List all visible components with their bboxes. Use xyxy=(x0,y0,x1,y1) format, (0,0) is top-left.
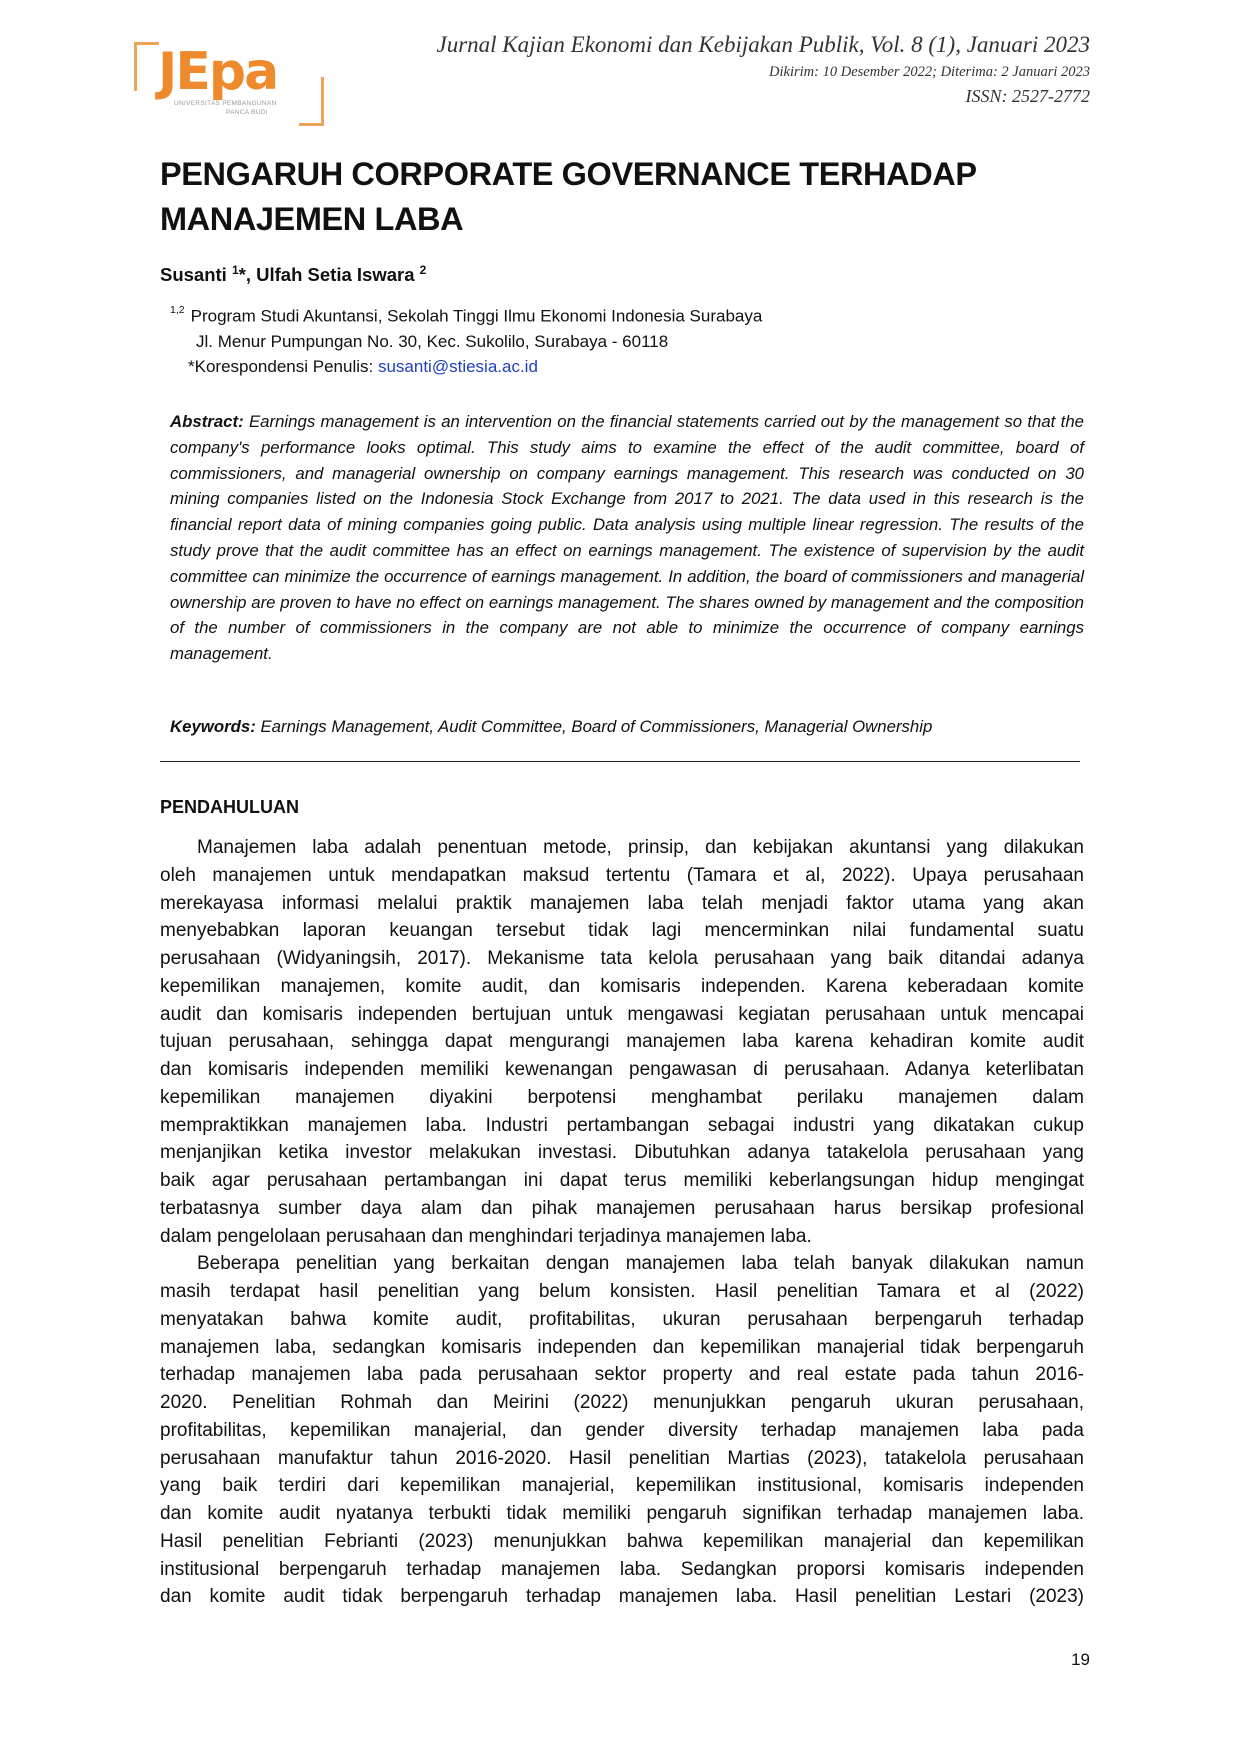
body-line: menyatakan bahwa komite audit, profitabilitas, ukuran perusahaan berpengaruh terhadap xyxy=(160,1308,1084,1330)
body-line: menjanjikan ketika investor melakukan investasi. Dibutuhkan adanya tatakelola perusahaan yang xyxy=(160,1142,1084,1164)
paper-title-line-2: MANAJEMEN LABA xyxy=(160,201,464,237)
body-line: profitabilitas, kepemilikan manajerial, dan gender diversity terhadap manajemen laba pada xyxy=(160,1419,1084,1441)
body-line: tujuan perusahaan, sehingga dapat mengurangi manajemen laba karena kehadiran komite audit xyxy=(160,1031,1084,1053)
body-line: masih terdapat hasil penelitian yang belum konsisten. Hasil penelitian Tamara et al (2022) xyxy=(160,1281,1084,1302)
keywords-label: Keywords xyxy=(170,717,251,736)
body-line: audit dan komisaris independen bertujuan untuk mengawasi kegiatan perusahaan untuk mencapai xyxy=(160,1003,1084,1025)
body-line: Hasil penelitian Febrianti (2023) menunjukkan bahwa kepemilikan manajerial dan kepemilikan xyxy=(160,1530,1084,1552)
body-line: dalam pengelolaan perusahaan dan menghindari terjadinya manajemen laba. xyxy=(160,1225,812,1247)
section-heading: PENDAHULUAN xyxy=(160,797,299,817)
logo-wordmark: JEpa xyxy=(158,42,278,102)
keywords: Keywords: Earnings Management, Audit Committee, Board of Commissioners, Managerial Ownership xyxy=(170,717,933,736)
author-2-affiliation-mark: 2 xyxy=(419,263,427,277)
logo-frame-top-left xyxy=(134,42,159,91)
body-line: terhadap manajemen laba pada perusahaan sektor property and real estate pada tahun 2016- xyxy=(160,1364,1084,1386)
page-number: 19 xyxy=(1071,1650,1090,1669)
logo-subtitle-2: PANCA BUDI xyxy=(226,109,268,116)
author-2: Ulfah Setia Iswara xyxy=(256,264,415,286)
author-1-affiliation-mark: 1 xyxy=(231,263,239,277)
body-line: yang baik terdiri dari kepemilikan manajerial, kepemilikan institusional, komisaris independen xyxy=(160,1475,1084,1497)
body-line: kepemilikan manajemen, komite audit, dan komisaris independen. Karena keberadaan komite xyxy=(160,975,1084,997)
body-line: terbatasnya sumber daya alam dan pihak manajemen perusahaan harus bersikap profesional xyxy=(160,1197,1084,1219)
abstract-text: Earnings management is an intervention on the financial statements carried out by the management so that the company's performance looks optimal. This study aims to examine the effect of the audit committee, board of commissioners, and managerial ownership on company earnings management. This research was conducted on 30 mining companies listed on the Indonesia Stock Exchange from 2017 to 2021. The data used in this research is the financial report data of mining companies going public. Data analysis using multiple linear regression. The results of the study prove that the audit committee has an effect on earnings management. The existence of supervision by the audit committee can minimize the occurrence of earnings management. In addition, the board of commissioners and managerial ownership are proven to have no effect on earnings management. The shares owned by management and the composition of the number of commissioners in the company are not able to minimize the occurrence of company earnings management. xyxy=(170,412,1084,664)
body-line: kepemilikan manajemen diyakini berpotensi menghambat perilaku manajemen dalam xyxy=(160,1086,1084,1108)
running-header-issn: ISSN: 2527-2772 xyxy=(965,86,1090,106)
body-line: manajemen laba, sedangkan komisaris independen dan kepemilikan manajerial tidak berpengaruh xyxy=(160,1336,1084,1358)
body-line: dan komite audit tidak berpengaruh terhadap manajemen laba. Hasil penelitian Lestari (2023) xyxy=(160,1586,1084,1608)
email-link[interactable]: susanti@stiesia.ac.id xyxy=(377,357,538,376)
body-text xyxy=(160,834,1084,1611)
corresponding-author xyxy=(188,357,538,377)
body-line: 2020. Penelitian Rohmah dan Meirini (2022) menunjukkan pengaruh ukuran perusahaan, xyxy=(160,1392,1084,1413)
affiliation-mark: 1,2 xyxy=(170,304,185,316)
body-line: institusional berpengaruh terhadap manajemen laba. Sedangkan proporsi komisaris independen xyxy=(160,1558,1084,1580)
body-line: menyebabkan laporan keuangan tersebut tidak lagi mencerminkan nilai fundamental suatu xyxy=(160,920,1084,942)
paper-title xyxy=(160,152,1100,242)
corresponding-label: *Korespondensi Penulis: xyxy=(188,357,378,376)
body-line: dan komite audit nyatanya terbukti tidak memiliki pengaruh signifikan terhadap manajemen laba. xyxy=(160,1503,1084,1524)
paper-title-line-1: PENGARUH CORPORATE GOVERNANCE TERHADAP xyxy=(160,156,977,192)
body-line: merekayasa informasi melalui praktik manajemen laba telah menjadi faktor utama yang akan xyxy=(160,892,1084,914)
logo-frame-bottom-right xyxy=(299,77,324,126)
affiliation-address: Jl. Menur Pumpungan No. 30, Kec. Sukolilo, Surabaya - 60118 xyxy=(196,332,669,351)
body-line: Beberapa penelitian yang berkaitan dengan manajemen laba telah banyak dilakukan namun xyxy=(197,1253,1084,1275)
body-line: mempraktikkan manajemen laba. Industri pertambangan sebagai industri yang dikatakan cukup xyxy=(160,1114,1084,1136)
author-1: Susanti xyxy=(160,264,227,286)
body-line: baik agar perusahaan pertambangan ini dapat terus memiliki keberlangsungan hidup mengingat xyxy=(160,1170,1084,1191)
logo-subtitle-1: UNIVERSITAS PEMBANGUNAN xyxy=(174,100,277,107)
journal-logo xyxy=(134,42,324,126)
running-header-journal: Jurnal Kajian Ekonomi dan Kebijakan Publik, Vol. 8 (1), Januari 2023 xyxy=(436,32,1090,57)
affiliation-institution: Program Studi Akuntansi, Sekolah Tinggi Ilmu Ekonomi Indonesia Surabaya xyxy=(190,306,763,326)
abstract-label: Abstract xyxy=(170,412,239,431)
body-line: oleh manajemen untuk mendapatkan maksud tertentu (Tamara et al, 2022). Upaya perusahaan xyxy=(160,864,1084,886)
abstract: Abstract: Earnings management is an intervention on the financial statements carried out by the management so that the company's performance looks optimal. This study aims to examine the effect of the audit committee, board of commissioners, and managerial ownership on company earnings management. This research was conducted on 30 mining companies listed on the Indonesia Stock Exchange from 2017 to 2021. The data used in this research is the financial report data of mining companies going public. Data analysis using multiple linear regression. The results of the study prove that the audit committee has an effect on earnings management. The existence of supervision by the audit committee can minimize the occurrence of earnings management. In addition, the board of commissioners and managerial ownership are proven to have no effect on earnings management. The shares owned by management and the composition of the number of commissioners in the company are not able to minimize the occurrence of company earnings management. xyxy=(170,412,1084,664)
body-line: perusahaan (Widyaningsih, 2017). Mekanisme tata kelola perusahaan yang baik ditandai adanya xyxy=(160,948,1084,969)
affiliation-line-1 xyxy=(170,306,762,327)
keywords-text: Earnings Management, Audit Committee, Board of Commissioners, Managerial Ownership xyxy=(260,717,933,736)
body-line: perusahaan manufaktur tahun 2016-2020. Hasil penelitian Martias (2023), tatakelola perusahaan xyxy=(160,1447,1084,1469)
author-list xyxy=(160,263,426,286)
section-divider xyxy=(160,761,1080,762)
body-line: dan komisaris independen memiliki kewenangan pengawasan di perusahaan. Adanya keterlibatan xyxy=(160,1059,1084,1080)
running-header-dates: Dikirim: 10 Desember 2022; Diterima: 2 Januari 2023 xyxy=(769,64,1090,80)
body-line: Manajemen laba adalah penentuan metode, prinsip, dan kebijakan akuntansi yang dilakukan xyxy=(197,837,1084,858)
corresponding-mark: *, xyxy=(238,264,257,286)
